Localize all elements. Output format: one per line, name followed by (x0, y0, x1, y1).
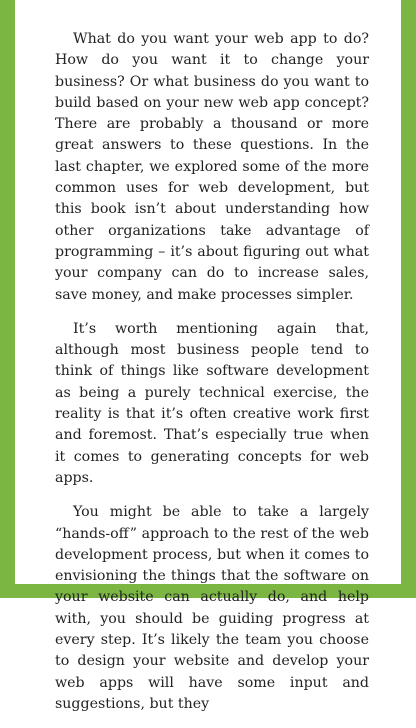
document-page (15, 0, 401, 712)
document-text (55, 29, 369, 728)
paragraph-1: What do you want your web app to do? How do you want it to change your business? Or what business do you want to build based on your new web app concept? There are probably a thousand or more great answers to these questions. In the last chapter, we explored some of the more common uses for web development, but this book isn’t about understanding how other organizations take advantage of programming – it’s about figuring out what your company can do to increase sales, save money, and make processes simpler. (55, 31, 369, 303)
paragraph-2: It’s worth mentioning again that, although most business people tend to think of things like software development as being a purely technical exercise, the reality is that it’s often creative work first and foremost. That’s especially true when it comes to generating concepts for web apps. (55, 320, 369, 486)
paragraph-3: You might be able to take a largely “hands-off” approach to the rest of the web development process, but when it comes to envisioning the things that the software on your website can actually do, and help with, you should be guiding progress at every step. It’s likely the team you choose to design your website and develop your web apps will have some input and suggestions, but they (55, 504, 369, 712)
